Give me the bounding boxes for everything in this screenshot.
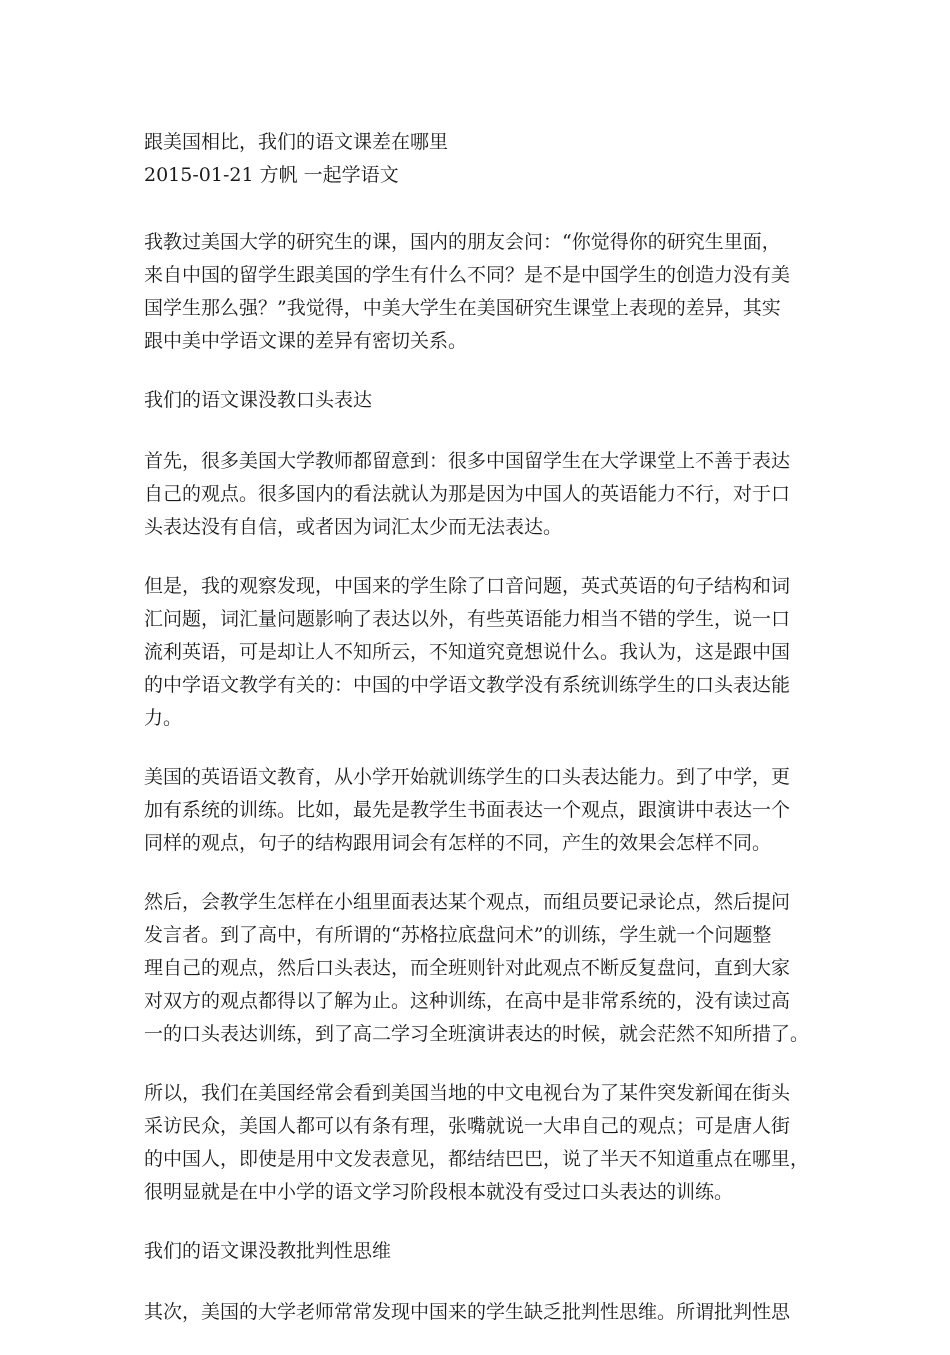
text-line: 的中国人，即使是用中文发表意见，都结结巴巴，说了半天不知道重点在哪里， [144,1148,810,1170]
paragraph-5 [144,1077,810,1209]
text-line: 自己的观点。很多国内的看法就认为那是因为中国人的英语能力不行，对于口 [144,483,791,505]
paragraph-1 [144,445,810,544]
text-line: 首先，很多美国大学教师都留意到：很多中国留学生在大学课堂上不善于表达 [144,450,791,472]
text-line: 其次，美国的大学老师常常发现中国来的学生缺乏批判性思维。所谓批判性思 [144,1301,791,1323]
paragraph-2 [144,570,810,735]
text-line: 美国的英语语文教育，从小学开始就训练学生的口头表达能力。到了中学，更 [144,766,791,788]
article-title: 跟美国相比，我们的语文课差在哪里 [144,131,449,153]
text-line: 流利英语，可是却让人不知所云，不知道究竟想说什么。我认为，这是跟中国 [144,641,791,663]
text-line: 国学生那么强？”我觉得，中美大学生在美国研究生课堂上表现的差异，其实 [144,297,781,319]
section-heading-text: 我们的语文课没教口头表达 [144,389,373,411]
text-line: 很明显就是在中小学的语文学习阶段根本就没有受过口头表达的训练。 [144,1181,734,1203]
section-heading-oral-expression [144,384,810,417]
text-line: 对双方的观点都得以了解为止。这种训练，在高中是非常系统的，没有读过高 [144,990,791,1012]
article-meta: 2015-01-21 方帆 一起学语文 [144,164,399,186]
text-line: 汇问题，词汇量问题影响了表达以外，有些英语能力相当不错的学生，说一口 [144,608,791,630]
paragraph-3 [144,761,810,860]
text-line: 然后，会教学生怎样在小组里面表达某个观点，而组员要记录论点，然后提问 [144,891,791,913]
intro-paragraph [144,226,810,358]
text-line: 采访民众，美国人都可以有条有理，张嘴就说一大串自己的观点；可是唐人街 [144,1115,791,1137]
text-line: 的中学语文教学有关的：中国的中学语文教学没有系统训练学生的口头表达能 [144,674,791,696]
text-line: 头表达没有自信，或者因为词汇太少而无法表达。 [144,516,563,538]
text-line: 来自中国的留学生跟美国的学生有什么不同？是不是中国学生的创造力没有美 [144,264,791,286]
text-line: 所以，我们在美国经常会看到美国当地的中文电视台为了某件突发新闻在街头 [144,1082,791,1104]
article-header [144,126,810,192]
text-line: 我教过美国大学的研究生的课，国内的朋友会问：“你觉得你的研究生里面， [144,231,781,253]
section-heading-text: 我们的语文课没教批判性思维 [144,1240,392,1262]
section-heading-critical-thinking [144,1235,810,1268]
paragraph-6 [144,1296,810,1329]
text-line: 发言者。到了高中，有所谓的“苏格拉底盘问术”的训练，学生就一个问题整 [144,924,772,946]
text-line: 一的口头表达训练，到了高二学习全班演讲表达的时候，就会茫然不知所措了。 [144,1023,810,1045]
text-line: 跟中美中学语文课的差异有密切关系。 [144,330,468,352]
text-line: 加有系统的训练。比如，最先是教学生书面表达一个观点，跟演讲中表达一个 [144,799,791,821]
text-line: 力。 [144,707,183,729]
paragraph-4 [144,886,810,1051]
text-line: 理自己的观点，然后口头表达，而全班则针对此观点不断反复盘问，直到大家 [144,957,791,979]
text-line: 同样的观点，句子的结构跟用词会有怎样的不同，产生的效果会怎样不同。 [144,832,772,854]
text-line: 但是，我的观察发现，中国来的学生除了口音问题，英式英语的句子结构和词 [144,575,791,597]
article-body [144,126,810,1355]
